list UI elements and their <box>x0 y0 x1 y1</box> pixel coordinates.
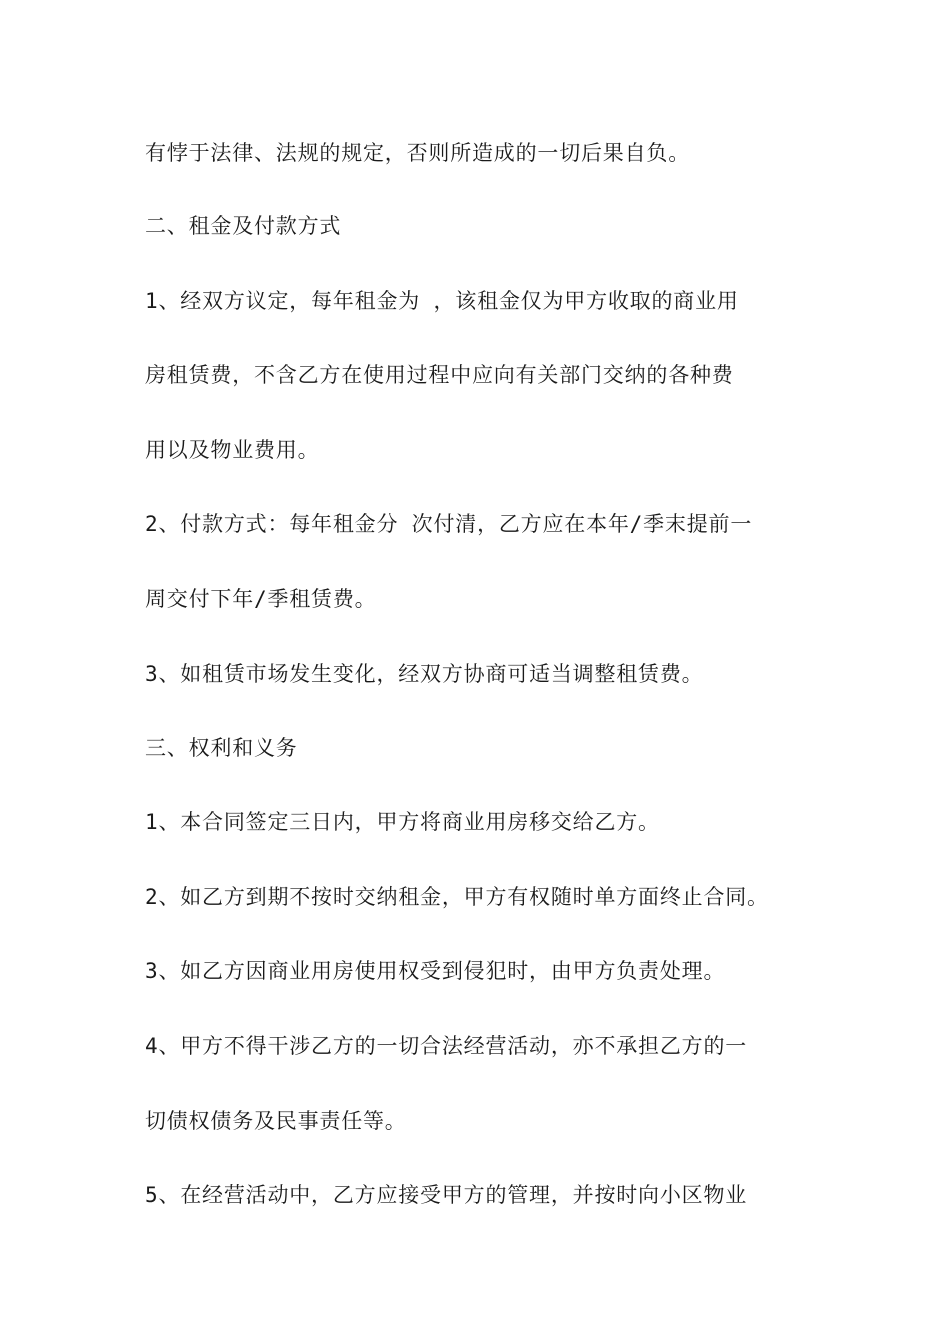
clause-text-line: 1、本合同签定三日内，甲方将商业用房移交给乙方。 <box>145 810 660 834</box>
clause-text-line: 5、在经营活动中，乙方应接受甲方的管理，并按时向小区物业 <box>145 1183 748 1207</box>
clause-text-line: 1、经双方议定，每年租金为 ，该租金仅为甲方收取的商业用 <box>145 289 739 313</box>
clause-text-line: 3、如乙方因商业用房使用权受到侵犯时，由甲方负责处理。 <box>145 959 726 983</box>
clause-text-line: 切债权债务及民事责任等。 <box>145 1109 407 1133</box>
section-heading-rights-obligations: 三、权利和义务 <box>145 736 298 760</box>
section-heading-rent-payment: 二、租金及付款方式 <box>145 214 342 238</box>
clause-text-line: 3、如租赁市场发生变化，经双方协商可适当调整租赁费。 <box>145 662 704 686</box>
clause-text-line: 2、付款方式：每年租金分 次付清，乙方应在本年/季末提前一 <box>145 512 753 536</box>
clause-text-line: 4、甲方不得干涉乙方的一切合法经营活动，亦不承担乙方的一 <box>145 1034 748 1058</box>
clause-text-line: 用以及物业费用。 <box>145 438 320 462</box>
clause-text-line: 房租赁费，不含乙方在使用过程中应向有关部门交纳的各种费 <box>145 363 734 387</box>
body-text-line: 有悖于法律、法规的规定，否则所造成的一切后果自负。 <box>145 141 690 165</box>
clause-text-line: 2、如乙方到期不按时交纳租金，甲方有权随时单方面终止合同。 <box>145 885 769 909</box>
clause-text-line: 周交付下年/季租赁费。 <box>145 587 377 611</box>
